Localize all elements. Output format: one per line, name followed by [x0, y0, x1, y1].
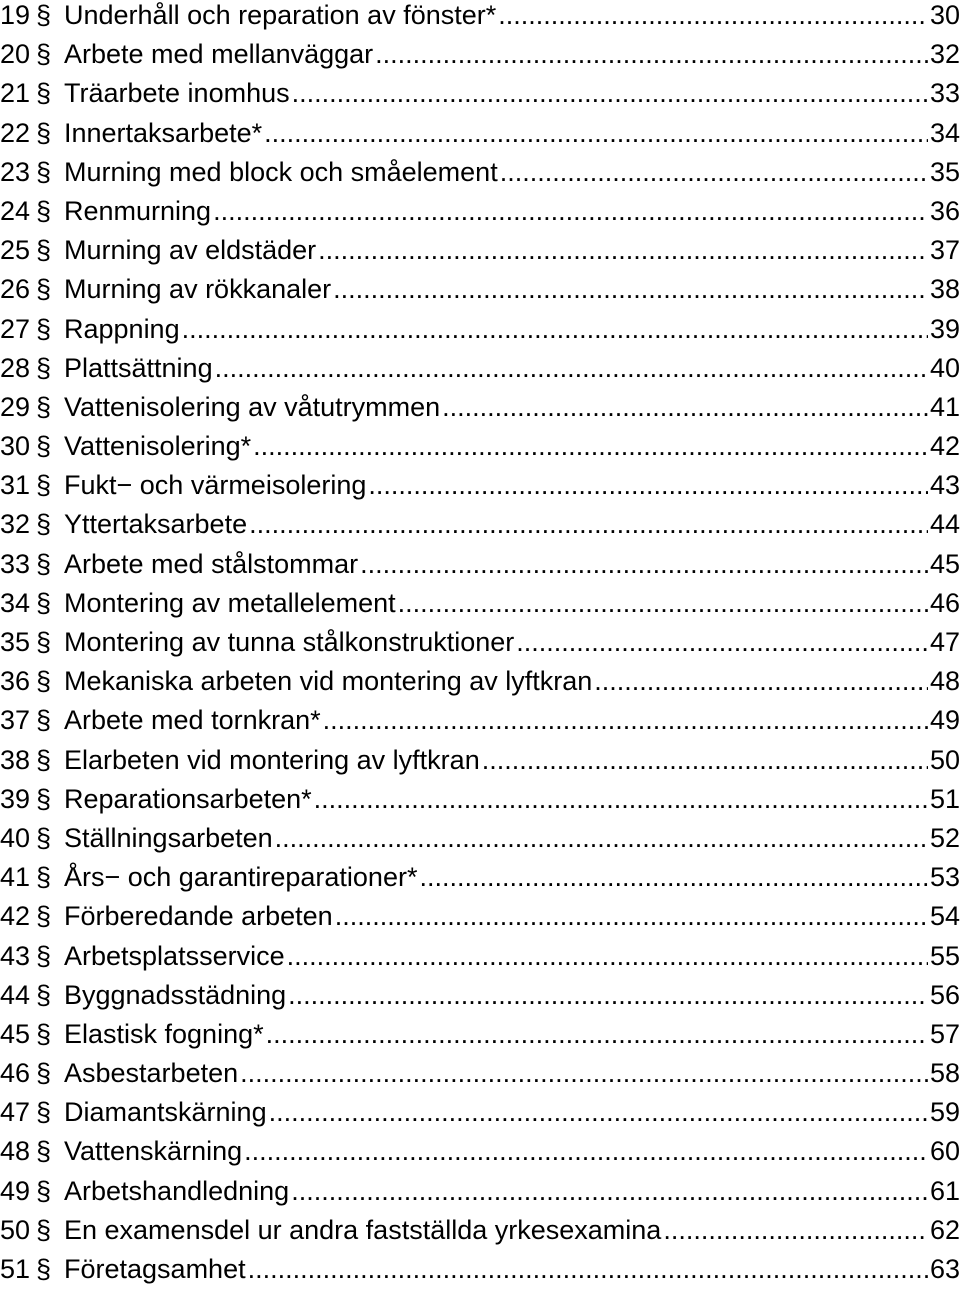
section-symbol-icon: § — [36, 431, 52, 462]
toc-entry-number: 46 — [0, 1058, 31, 1089]
toc-entry-title: Plattsättning — [64, 352, 213, 383]
toc-entry-number: 49 — [0, 1175, 31, 1206]
toc-dot-leader — [264, 118, 928, 149]
toc-dot-leader — [360, 549, 928, 580]
toc-entry-number: 36 — [0, 666, 31, 697]
toc-entry-page: 47 — [929, 627, 960, 657]
toc-dot-leader — [249, 509, 928, 540]
section-symbol-icon: § — [36, 78, 52, 109]
toc-entry[interactable] — [0, 823, 960, 862]
toc-entry-page: 36 — [929, 195, 960, 226]
toc-dot-leader — [287, 941, 928, 972]
toc-entry[interactable] — [0, 627, 960, 666]
toc-entry-number: 31 — [0, 470, 31, 501]
toc-entry-page: 55 — [929, 940, 960, 971]
toc-entry[interactable] — [0, 705, 960, 744]
toc-entry-number: 51 — [0, 1254, 31, 1284]
toc-dot-leader — [323, 705, 928, 736]
toc-entry-title: Arbetsplatsservice — [64, 940, 285, 971]
toc-entry-title: Mekaniska arbeten vid montering av lyftkran — [64, 666, 593, 697]
toc-entry-title: Montering av tunna stålkonstruktioner — [64, 627, 515, 657]
toc-entry-title: Företagsamhet — [64, 1254, 246, 1284]
toc-entry-title: Fukt− och värmeisolering — [64, 470, 367, 501]
section-symbol-icon: § — [36, 39, 52, 70]
section-symbol-icon: § — [36, 509, 52, 540]
toc-entry-number: 21 — [0, 78, 31, 109]
toc-dot-leader — [266, 1019, 928, 1050]
section-symbol-icon: § — [36, 548, 52, 579]
toc-entry-page: 40 — [929, 352, 960, 383]
toc-dot-leader — [291, 1176, 928, 1207]
toc-entry-page: 49 — [929, 705, 960, 736]
toc-entry-page: 44 — [929, 509, 960, 540]
toc-entry-page: 38 — [929, 274, 960, 305]
section-symbol-icon: § — [36, 901, 52, 932]
toc-entry-page: 59 — [929, 1097, 960, 1128]
toc-entry-number: 19 — [0, 0, 31, 30]
toc-dot-leader — [292, 78, 928, 109]
toc-entry[interactable] — [0, 1097, 960, 1136]
section-symbol-icon: § — [36, 627, 52, 657]
toc-entry-page: 60 — [929, 1136, 960, 1167]
toc-entry-title: Elarbeten vid montering av lyftkran — [64, 744, 480, 775]
section-symbol-icon: § — [36, 1254, 52, 1284]
toc-entry-number: 25 — [0, 235, 31, 266]
toc-entry[interactable] — [0, 862, 960, 901]
toc-dot-leader — [182, 314, 928, 345]
section-symbol-icon: § — [36, 744, 52, 775]
section-symbol-icon: § — [36, 470, 52, 501]
section-symbol-icon: § — [36, 666, 52, 697]
toc-entry[interactable] — [0, 745, 960, 784]
toc-entry[interactable] — [0, 353, 960, 392]
toc-dot-leader — [442, 392, 928, 423]
toc-entry[interactable] — [0, 1019, 960, 1058]
toc-entry-page: 57 — [929, 1018, 960, 1049]
toc-entry-title: Yttertaksarbete — [64, 509, 248, 540]
toc-entry-title: Reparationsarbeten* — [64, 783, 312, 814]
toc-entry-page: 42 — [929, 431, 960, 462]
toc-entry-page: 52 — [929, 822, 960, 853]
section-symbol-icon: § — [36, 1018, 52, 1049]
toc-entry-page: 39 — [929, 313, 960, 344]
toc-dot-leader — [288, 980, 928, 1011]
toc-entry-title: Vattenisolering av våtutrymmen — [64, 391, 441, 422]
toc-entry-title: Arbete med stålstommar — [64, 548, 359, 579]
toc-entry[interactable] — [0, 666, 960, 705]
toc-entry-title: Års− och garantireparationer* — [64, 862, 418, 893]
toc-entry-number: 40 — [0, 822, 31, 853]
toc-entry[interactable] — [0, 549, 960, 588]
toc-entry-title: Montering av metallelement — [64, 587, 396, 618]
toc-entry-title: Diamantskärning — [64, 1097, 267, 1128]
section-symbol-icon: § — [36, 822, 52, 853]
toc-dot-leader — [482, 745, 928, 776]
toc-entry-number: 42 — [0, 901, 31, 932]
toc-entry[interactable] — [0, 1254, 960, 1293]
toc-entry-number: 28 — [0, 352, 31, 383]
toc-entry-title: Ställningsarbeten — [64, 822, 273, 853]
toc-entry-title: En examensdel ur andra fastställda yrkesexamina — [64, 1214, 662, 1245]
section-symbol-icon: § — [36, 274, 52, 305]
toc-entry-number: 43 — [0, 940, 31, 971]
toc-entry-title: Asbestarbeten — [64, 1058, 239, 1089]
toc-dot-leader — [516, 627, 928, 658]
toc-dot-leader — [333, 274, 928, 305]
toc-entry[interactable] — [0, 1215, 960, 1254]
toc-dot-leader — [594, 666, 928, 697]
toc-entry[interactable] — [0, 118, 960, 157]
toc-dot-leader — [419, 862, 928, 893]
toc-entry[interactable] — [0, 1136, 960, 1175]
toc-entry-number: 45 — [0, 1018, 31, 1049]
toc-entry-title: Innertaksarbete* — [64, 117, 263, 148]
section-symbol-icon: § — [36, 705, 52, 736]
section-symbol-icon: § — [36, 1136, 52, 1167]
toc-entry-page: 63 — [929, 1254, 960, 1284]
toc-entry-page: 61 — [929, 1175, 960, 1206]
toc-dot-leader — [314, 784, 928, 815]
toc-entry[interactable] — [0, 431, 960, 470]
toc-entry[interactable] — [0, 196, 960, 235]
toc-entry-number: 30 — [0, 431, 31, 462]
toc-entry-page: 33 — [929, 78, 960, 109]
toc-entry-page: 50 — [929, 744, 960, 775]
toc-dot-leader — [253, 431, 928, 462]
toc-entry[interactable] — [0, 39, 960, 78]
section-symbol-icon: § — [36, 862, 52, 893]
toc-entry-title: Vattenisolering* — [64, 431, 252, 462]
toc-dot-leader — [498, 0, 928, 31]
toc-dot-leader — [248, 1254, 928, 1285]
toc-entry-number: 37 — [0, 705, 31, 736]
toc-entry-number: 50 — [0, 1214, 31, 1245]
section-symbol-icon: § — [36, 156, 52, 187]
toc-dot-leader — [500, 157, 928, 188]
toc-entry[interactable] — [0, 1058, 960, 1097]
toc-entry-number: 41 — [0, 862, 31, 893]
section-symbol-icon: § — [36, 391, 52, 422]
toc-entry-title: Förberedande arbeten — [64, 901, 333, 932]
toc-entry[interactable] — [0, 0, 960, 39]
toc-entry-number: 29 — [0, 391, 31, 422]
section-symbol-icon: § — [36, 1058, 52, 1089]
toc-entry[interactable] — [0, 392, 960, 431]
toc-entry-title: Murning av eldstäder — [64, 235, 317, 266]
toc-entry-title: Arbete med tornkran* — [64, 705, 321, 736]
toc-entry[interactable] — [0, 314, 960, 353]
toc-entry-page: 43 — [929, 470, 960, 501]
toc-entry-page: 41 — [929, 391, 960, 422]
section-symbol-icon: § — [36, 1214, 52, 1245]
toc-dot-leader — [663, 1215, 928, 1246]
toc-dot-leader — [215, 353, 928, 384]
toc-entry-number: 35 — [0, 627, 31, 657]
section-symbol-icon: § — [36, 313, 52, 344]
toc-entry-title: Elastisk fogning* — [64, 1018, 264, 1049]
toc-entry[interactable] — [0, 274, 960, 313]
toc-entry-number: 39 — [0, 783, 31, 814]
toc-entry-page: 45 — [929, 548, 960, 579]
toc-entry[interactable] — [0, 509, 960, 548]
toc-entry[interactable] — [0, 235, 960, 274]
section-symbol-icon: § — [36, 235, 52, 266]
toc-entry-number: 22 — [0, 117, 31, 148]
toc-dot-leader — [244, 1136, 928, 1167]
toc-entry[interactable] — [0, 588, 960, 627]
toc-dot-leader — [398, 588, 928, 619]
toc-entry-title: Träarbete inomhus — [64, 78, 290, 109]
section-symbol-icon: § — [36, 783, 52, 814]
toc-entry-title: Underhåll och reparation av fönster* — [64, 0, 497, 30]
toc-entry-page: 58 — [929, 1058, 960, 1089]
toc-entry-page: 48 — [929, 666, 960, 697]
toc-entry-page: 62 — [929, 1214, 960, 1245]
toc-entry-title: Arbetshandledning — [64, 1175, 290, 1206]
toc-entry[interactable] — [0, 470, 960, 509]
toc-entry-number: 33 — [0, 548, 31, 579]
toc-entry-title: Byggnadsstädning — [64, 979, 287, 1010]
toc-entry-page: 46 — [929, 587, 960, 618]
toc-entry-number: 38 — [0, 744, 31, 775]
section-symbol-icon: § — [36, 195, 52, 226]
section-symbol-icon: § — [36, 1097, 52, 1128]
section-symbol-icon: § — [36, 352, 52, 383]
toc-dot-leader — [318, 235, 928, 266]
section-symbol-icon: § — [36, 0, 52, 30]
toc-dot-leader — [240, 1058, 928, 1089]
toc-entry-number: 24 — [0, 195, 31, 226]
toc-entry[interactable] — [0, 941, 960, 980]
toc-entry-number: 26 — [0, 274, 31, 305]
toc-entry-page: 51 — [929, 783, 960, 814]
toc-dot-leader — [275, 823, 928, 854]
toc-entry-number: 44 — [0, 979, 31, 1010]
toc-entry-number: 27 — [0, 313, 31, 344]
toc-entry[interactable] — [0, 1176, 960, 1215]
toc-entry[interactable] — [0, 784, 960, 823]
toc-entry-title: Renmurning — [64, 195, 212, 226]
toc-entry-number: 34 — [0, 587, 31, 618]
toc-dot-leader — [269, 1097, 928, 1128]
section-symbol-icon: § — [36, 117, 52, 148]
section-symbol-icon: § — [36, 1175, 52, 1206]
toc-entry-title: Arbete med mellanväggar — [64, 39, 374, 70]
toc-entry-page: 30 — [929, 0, 960, 30]
toc-entry[interactable] — [0, 157, 960, 196]
toc-dot-leader — [368, 470, 928, 501]
toc-entry-page: 32 — [929, 39, 960, 70]
toc-dot-leader — [375, 39, 928, 70]
toc-dot-leader — [213, 196, 928, 227]
toc-entry-page: 37 — [929, 235, 960, 266]
toc-entry-number: 20 — [0, 39, 31, 70]
toc-entry[interactable] — [0, 980, 960, 1019]
toc-entry-page: 56 — [929, 979, 960, 1010]
toc-entry-title: Rappning — [64, 313, 180, 344]
toc-entry-page: 54 — [929, 901, 960, 932]
toc-entry-page: 34 — [929, 117, 960, 148]
toc-entry-number: 23 — [0, 156, 31, 187]
section-symbol-icon: § — [36, 979, 52, 1010]
toc-dot-leader — [335, 901, 928, 932]
section-symbol-icon: § — [36, 587, 52, 618]
toc-entry-title: Vattenskärning — [64, 1136, 243, 1167]
toc-entry-number: 47 — [0, 1097, 31, 1128]
toc-entry-number: 48 — [0, 1136, 31, 1167]
section-symbol-icon: § — [36, 940, 52, 971]
toc-entry-title: Murning av rökkanaler — [64, 274, 332, 305]
toc-entry[interactable] — [0, 78, 960, 117]
toc-entry-title: Murning med block och småelement — [64, 156, 498, 187]
toc-entry-page: 35 — [929, 156, 960, 187]
toc-entry-page: 53 — [929, 862, 960, 893]
toc-entry[interactable] — [0, 901, 960, 940]
toc-entry-number: 32 — [0, 509, 31, 540]
